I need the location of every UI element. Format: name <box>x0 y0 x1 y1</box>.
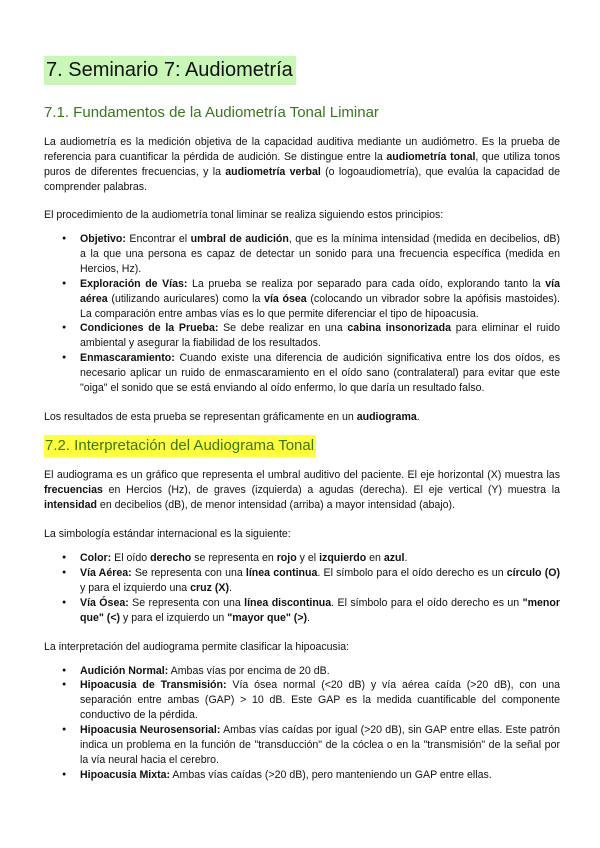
bold-term: cabina insonorizada <box>347 322 452 335</box>
bold-term: Audición Normal: <box>80 664 169 677</box>
section-heading-interpretacion: 7.2. Interpretación del Audiograma Tonal <box>44 435 316 457</box>
bold-term: rojo <box>276 551 297 564</box>
principle-item: ● Enmascaramiento: Cuando existe una diferencia de audición significativa entre los dos oídos, es necesario aplicar un ruido de enmascaramiento en el oído sano (contralateral) para evitar que este "oiga" el sonido que se está enviando al oído enfermo, lo que daría un resultado falso. <box>44 351 560 396</box>
bold-term: intensidad <box>44 498 97 511</box>
paragraph-symbols-lead: La simbología estándar internacional es la siguiente: <box>44 527 291 540</box>
bold-term: "mayor que" (>) <box>227 611 308 624</box>
paragraph-classification-lead: La interpretación del audiograma permite clasificar la hipoacusia: <box>44 640 350 653</box>
principle-item: ● Condiciones de la Prueba: Se debe realizar en una cabina insonorizada para eliminar el ruido ambiental y asegurar la fiabilidad de los resultados. <box>44 321 560 351</box>
bold-term: Exploración de Vías: <box>80 277 188 290</box>
bold-term: círculo (O) <box>506 566 560 579</box>
hearing-loss-item: ● Audición Normal: Ambas vías por encima de 20 dB. <box>44 664 560 679</box>
document-page <box>44 56 560 783</box>
bold-term: cruz (X) <box>190 581 229 594</box>
principles-list <box>44 232 560 396</box>
symbol-item: ● Vía Aérea: Se representa con una línea continua. El símbolo para el oído derecho es un círculo (O) y para el izquierdo una cruz (X). <box>44 566 560 596</box>
principle-item: ● Objetivo: Encontrar el umbral de audición, que es la mínima intensidad (medida en decibelios, dB) a la que una persona es capaz de detectar un sonido para una frecuencia específica (medida en Hercios, Hz). <box>44 232 560 277</box>
bold-term: Enmascaramiento: <box>80 352 175 365</box>
symbol-item: ● Color: El oído derecho se representa en rojo y el izquierdo en azul. <box>44 551 560 566</box>
bold-term: línea discontinua <box>244 596 332 609</box>
paragraph-procedure-lead: El procedimiento de la audiometría tonal liminar se realiza siguiendo estos principios: <box>44 209 444 221</box>
bold-term: Hipoacusia Mixta: <box>80 768 171 781</box>
bold-term: azul <box>383 551 405 564</box>
bold-term: frecuencias <box>44 483 103 496</box>
paragraph-audiogram: El audiograma es un gráfico que representa el umbral auditivo del paciente. El eje horizontal (X) muestra las frecuencias en Hercios (Hz), de graves (izquierda) a agudas (derecha). El eje vertical (Y) muestra la intensidad en decibelios (dB), de menor intensidad (arriba) a mayor intensidad (abajo). <box>44 468 560 511</box>
bold-term: derecho <box>150 551 192 564</box>
bold-term: audiometría verbal <box>225 166 321 178</box>
bold-term: "menor que" (<) <box>80 596 560 624</box>
paragraph-results: Los resultados de esta prueba se representan gráficamente en un audiograma. <box>44 410 420 423</box>
page-title: 7. Seminario 7: Audiometría <box>44 56 296 85</box>
bold-term: Condiciones de la Prueba: <box>80 322 219 335</box>
bold-term: umbral de audición <box>190 233 289 245</box>
bold-term: línea continua <box>245 566 318 579</box>
bold-term: vía aérea <box>80 277 560 305</box>
paragraph-intro: La audiometría es la medición objetiva de la capacidad auditiva mediante un audiómetro. Es la prueba de referencia para cuantificar la pérdida de audición. Se distingue entre la audiometría tonal, que utiliza tonos puros de diferentes frecuencias, y la audiometría verbal (o logoaudiometría), que evalúa la capacidad de comprender palabras. <box>44 136 561 193</box>
section-heading-fundamentos: 7.1. Fundamentos de la Audiometría Tonal Liminar <box>44 104 379 121</box>
hearing-loss-item: ● Hipoacusia Neurosensorial: Ambas vías caídas por igual (>20 dB), sin GAP entre ellas. Este patrón indica un problema en la función de "transducción" de la cóclea o en la "transmisión" de la señal por la vía neural hacia el cerebro. <box>44 723 560 768</box>
bold-term: izquierdo <box>319 551 367 564</box>
bold-term: vía ósea <box>264 292 307 305</box>
bold-term: audiograma <box>356 410 417 423</box>
hearing-loss-item: ● Hipoacusia Mixta: Ambas vías caídas (>20 dB), pero manteniendo un GAP entre ellas. <box>44 768 560 783</box>
hearing-loss-item: ● Hipoacusia de Transmisión: Vía ósea normal (<20 dB) y vía aérea caída (>20 dB), con una separación entre ambas (GAP) > 10 dB. Este GAP es la medida cuantificable del componente conductivo de la pérdida. <box>44 678 560 723</box>
bold-term: Vía Aérea: <box>80 566 132 579</box>
symbols-list <box>44 551 560 626</box>
principle-item: ● Exploración de Vías: La prueba se realiza por separado para cada oído, explorando tanto la vía aérea (utilizando auriculares) como la vía ósea (colocando un vibrador sobre la apófisis mastoides). La comparación entre ambas vías es lo que permite diferenciar el tipo de hipoacusia. <box>44 277 560 322</box>
bold-term: Color: <box>80 551 112 564</box>
bold-term: Vía Ósea: <box>80 596 129 609</box>
bold-term: audiometría tonal <box>386 151 476 163</box>
hearing-loss-types-list <box>44 664 560 783</box>
symbol-item: ● Vía Ósea: Se representa con una línea discontinua. El símbolo para el oído derecho es un "menor que" (<) y para el izquierdo un "mayor que" (>). <box>44 596 560 626</box>
bold-term: Hipoacusia Neurosensorial: <box>80 724 221 737</box>
bold-term: Hipoacusia de Transmisión: <box>80 679 227 692</box>
bold-term: Objetivo: <box>80 233 126 245</box>
